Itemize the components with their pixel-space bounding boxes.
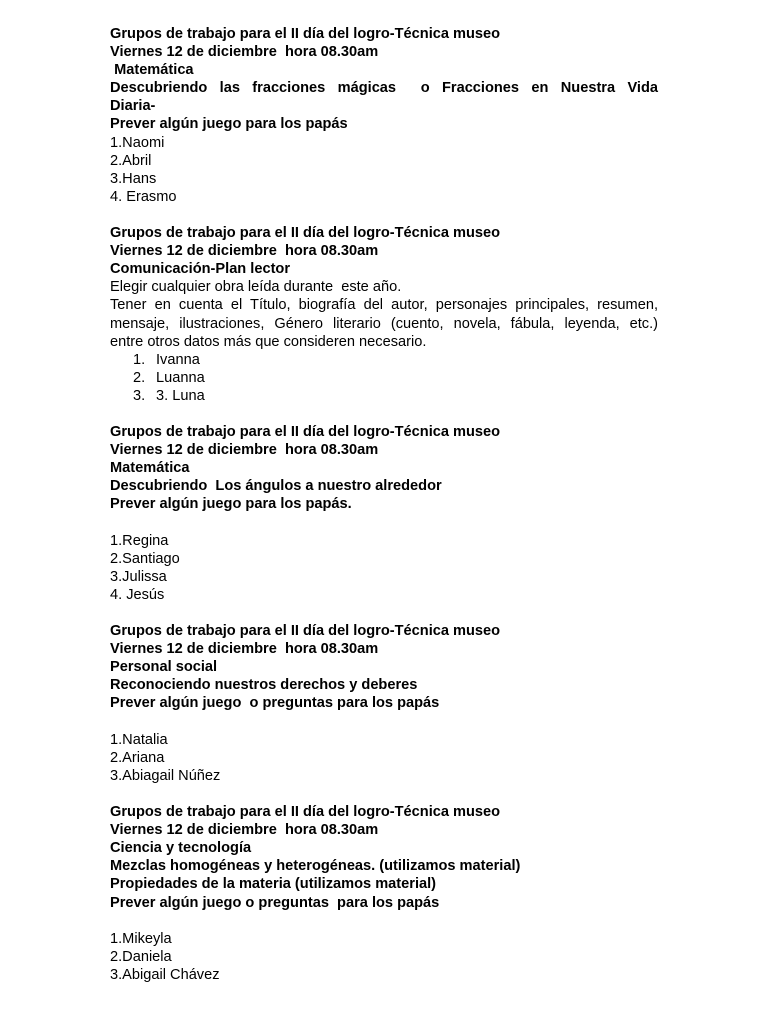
member-list	[110, 351, 658, 405]
section-date: Viernes 12 de diciembre hora 08.30am	[110, 243, 379, 260]
group-section-ciencia-tecnologia	[110, 803, 658, 984]
member-item: 2.Abril	[110, 152, 152, 169]
member-item: 4. Erasmo	[110, 188, 177, 205]
section-paragraph: Elegir cualquier obra leída durante este año.	[110, 279, 402, 296]
section-topic: Mezclas homogéneas y heterogéneas. (utilizamos material)	[110, 858, 521, 875]
member-item: 2.Santiago	[110, 550, 180, 567]
section-instruction: Prever algún juego o preguntas para los papás	[110, 695, 440, 712]
member-number: 2.	[133, 369, 146, 386]
section-paragraph-line: Tener en cuenta el Título, biografía del autor, personajes principales, resumen,	[110, 297, 658, 314]
blank-line	[110, 912, 658, 930]
section-title: Grupos de trabajo para el II día del logro-Técnica museo	[110, 225, 501, 242]
member-name: 3. Luna	[156, 387, 205, 404]
member-item: 3.Julissa	[110, 568, 167, 585]
member-number: 3.	[133, 387, 146, 404]
section-title: Grupos de trabajo para el II día del logro-Técnica museo	[110, 623, 501, 640]
member-item: 2.Ariana	[110, 749, 165, 766]
section-title: Grupos de trabajo para el II día del logro-Técnica museo	[110, 424, 501, 441]
member-item: 1.Mikeyla	[110, 930, 172, 947]
member-item: 3.Hans	[110, 170, 157, 187]
member-number: 1.	[133, 351, 146, 368]
member-item: 1.Regina	[110, 532, 169, 549]
section-topic: Descubriendo Los ángulos a nuestro alrededor	[110, 478, 442, 495]
blank-line	[110, 713, 658, 731]
member-item: 1.Natalia	[110, 731, 168, 748]
section-date: Viernes 12 de diciembre hora 08.30am	[110, 641, 379, 658]
group-section-comunicacion	[110, 224, 658, 405]
section-subject: Comunicación-Plan lector	[110, 261, 291, 278]
section-subject: Ciencia y tecnología	[110, 840, 252, 857]
group-section-personal-social	[110, 622, 658, 785]
section-topic-line: Descubriendo las fracciones mágicas o Fracciones en Nuestra Vida	[110, 80, 658, 97]
section-topic-line: Diaria-	[110, 98, 156, 115]
section-topic: Propiedades de la materia (utilizamos material)	[110, 876, 437, 893]
group-section-matematica-fracciones	[110, 25, 658, 206]
section-subject: Personal social	[110, 659, 218, 676]
member-item: 1.Naomi	[110, 134, 165, 151]
section-topic: Reconociendo nuestros derechos y deberes	[110, 677, 418, 694]
section-subject: Matemática	[110, 62, 194, 79]
group-section-matematica-angulos	[110, 423, 658, 604]
member-item	[133, 369, 658, 387]
section-date: Viernes 12 de diciembre hora 08.30am	[110, 822, 379, 839]
section-title: Grupos de trabajo para el II día del logro-Técnica museo	[110, 26, 501, 42]
member-item: 3.Abigail Chávez	[110, 966, 220, 983]
member-name: Luanna	[156, 369, 205, 386]
blank-line	[110, 514, 658, 532]
document-page	[110, 25, 658, 1002]
section-instruction: Prever algún juego o preguntas para los papás	[110, 894, 440, 911]
section-paragraph-line: mensaje, ilustraciones, Género literario (cuento, novela, fábula, leyenda, etc.)	[110, 315, 658, 332]
section-subject: Matemática	[110, 460, 190, 477]
member-item	[133, 387, 658, 405]
member-item	[133, 351, 658, 369]
member-item: 2.Daniela	[110, 948, 172, 965]
section-instruction: Prever algún juego para los papás.	[110, 496, 352, 513]
section-instruction: Prever algún juego para los papás	[110, 116, 348, 133]
member-item: 4. Jesús	[110, 586, 165, 603]
member-name: Ivanna	[156, 351, 200, 368]
section-date: Viernes 12 de diciembre hora 08.30am	[110, 442, 379, 459]
section-title: Grupos de trabajo para el II día del logro-Técnica museo	[110, 804, 501, 821]
section-date: Viernes 12 de diciembre hora 08.30am	[110, 44, 379, 61]
section-paragraph-line: entre otros datos más que consideren necesario.	[110, 333, 427, 350]
member-item: 3.Abiagail Núñez	[110, 767, 221, 784]
